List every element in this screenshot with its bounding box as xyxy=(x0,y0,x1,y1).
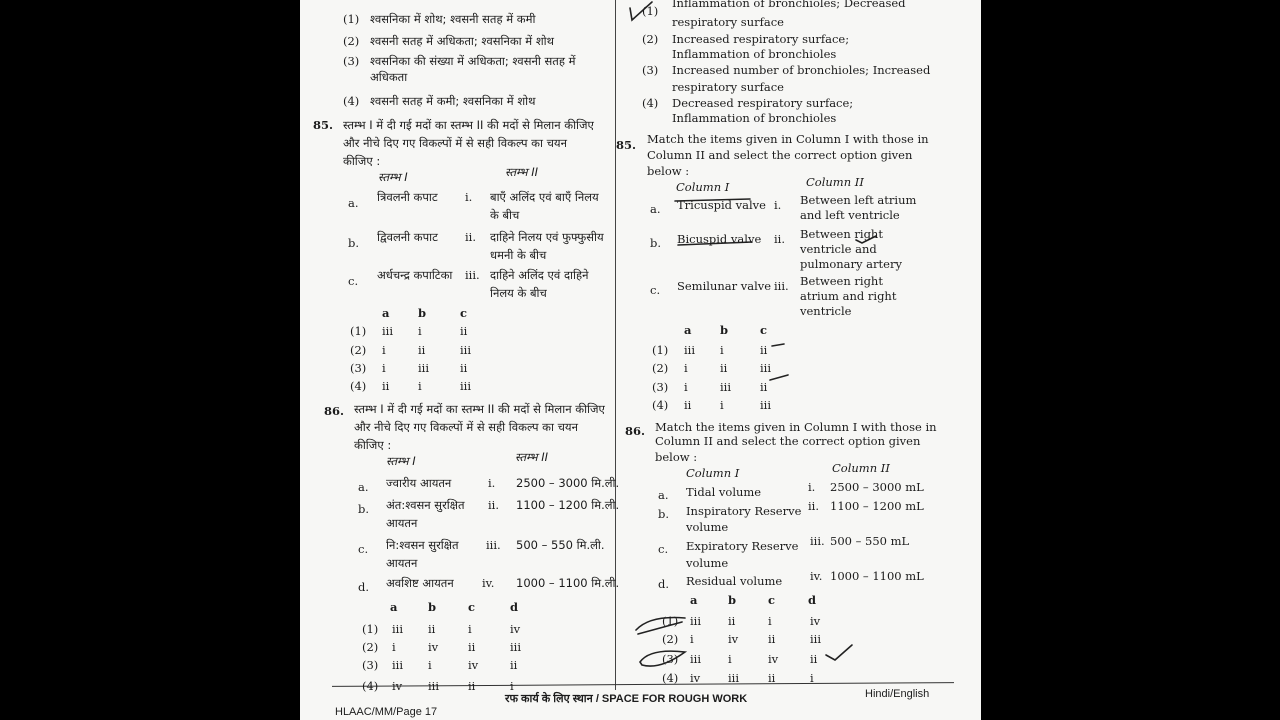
option-number: (2) xyxy=(642,32,659,46)
option-number: (3) xyxy=(343,54,360,68)
answer-option: ii xyxy=(728,614,736,628)
answer-option: i xyxy=(728,652,732,666)
answer-option: ii xyxy=(460,324,468,338)
answer-option: iii xyxy=(510,640,522,654)
item-text: Expiratory Reserve xyxy=(686,539,799,553)
answer-option: (1) xyxy=(362,622,379,636)
answer-option: iii xyxy=(418,361,430,375)
item-text: नि:श्वसन सुरक्षित xyxy=(386,538,459,552)
item-key: b. xyxy=(650,236,662,250)
option-number: (1) xyxy=(343,12,360,26)
item-key: i. xyxy=(465,190,473,204)
item-key: iii. xyxy=(465,268,480,282)
option-number: (1) xyxy=(642,4,659,18)
option-text: श्वसनिका में शोथ; श्वसनी सतह में कमी xyxy=(370,12,536,26)
item-text: त्रिवलनी कपाट xyxy=(377,190,438,204)
option-text: Inflammation of bronchioles xyxy=(672,47,837,61)
answer-option: iii xyxy=(720,380,732,394)
answer-option: ii xyxy=(418,343,426,357)
answer-option: ii xyxy=(768,632,776,646)
item-key: c. xyxy=(658,542,669,556)
answer-option: iv xyxy=(392,679,403,693)
item-text: Tricuspid valve xyxy=(677,198,766,212)
column-header: स्तम्भ II xyxy=(505,165,539,179)
item-key: d. xyxy=(358,580,370,594)
item-key: a. xyxy=(650,202,661,216)
answer-option: (3) xyxy=(662,652,679,666)
question-text: स्तम्भ I में दी गई मदों का स्तम्भ II की मदों से मिलान कीजिए xyxy=(354,402,605,416)
answer-option: (3) xyxy=(652,380,669,394)
answer-option: i xyxy=(810,671,814,685)
item-key: i. xyxy=(808,480,816,494)
item-text: Between left atrium xyxy=(800,193,917,207)
item-text: अर्धचन्द्र कपाटिका xyxy=(377,268,453,282)
item-text: अंत:श्वसन सुरक्षित xyxy=(386,498,465,512)
answer-header: b xyxy=(418,306,427,320)
question-number: 86. xyxy=(625,424,646,438)
item-text: Between right xyxy=(800,274,883,288)
answer-option: ii xyxy=(468,640,476,654)
answer-option: (2) xyxy=(662,632,679,646)
answer-option: ii xyxy=(684,398,692,412)
answer-option: i xyxy=(720,343,724,357)
language-label: Hindi/English xyxy=(865,688,930,700)
item-text: 500 – 550 mL xyxy=(830,534,910,548)
answer-header: b xyxy=(728,593,737,607)
answer-header: b xyxy=(720,323,729,337)
answer-option: iii xyxy=(684,343,696,357)
answer-option: (3) xyxy=(362,658,379,672)
item-text: ventricle xyxy=(800,304,852,318)
answer-header: c xyxy=(768,593,776,607)
answer-option: ii xyxy=(720,361,728,375)
column-header: स्तम्भ II xyxy=(515,450,549,464)
item-text: atrium and right xyxy=(800,289,897,303)
item-text: 2500 – 3000 मि.ली. xyxy=(516,476,620,490)
item-text: ज्वारीय आयतन xyxy=(386,476,452,490)
item-text: 500 – 550 मि.ली. xyxy=(516,538,605,552)
option-text: Inflammation of bronchioles; Decreased xyxy=(672,0,906,10)
question-text: below : xyxy=(655,450,698,464)
item-key: iii. xyxy=(810,534,825,548)
answer-option: ii xyxy=(510,658,518,672)
answer-option: iv xyxy=(468,658,479,672)
item-text: दाहिने अलिंद एवं दाहिने xyxy=(490,268,589,282)
answer-option: iv xyxy=(810,614,821,628)
answer-option: i xyxy=(684,361,688,375)
answer-option: iii xyxy=(392,658,404,672)
answer-option: i xyxy=(684,380,688,394)
answer-option: ii xyxy=(768,671,776,685)
item-text: निलय के बीच xyxy=(490,286,547,300)
item-text: Tidal volume xyxy=(686,485,762,499)
item-key: ii. xyxy=(774,232,786,246)
item-key: a. xyxy=(348,196,359,210)
question-text: स्तम्भ I में दी गई मदों का स्तम्भ II की मदों से मिलान कीजिए xyxy=(343,118,594,132)
exam-page xyxy=(300,0,981,720)
column-header: Column I xyxy=(676,180,730,194)
question-text: Column II and select the correct option given xyxy=(655,434,921,448)
item-text: 1100 – 1200 मि.ली. xyxy=(516,498,620,512)
question-text: कीजिए : xyxy=(343,154,381,168)
item-text: 1100 – 1200 mL xyxy=(830,499,924,513)
answer-option: iii xyxy=(690,652,702,666)
option-number: (4) xyxy=(343,94,360,108)
answer-option: (2) xyxy=(652,361,669,375)
item-key: iv. xyxy=(482,576,495,590)
option-text: श्वसनिका की संख्या में अधिकता; श्वसनी सतह में xyxy=(370,54,576,68)
column-header: Column I xyxy=(686,466,740,480)
tick-mark-icon xyxy=(826,645,852,660)
column-header: Column II xyxy=(806,175,864,189)
answer-option: i xyxy=(418,379,422,393)
answer-option: i xyxy=(468,622,472,636)
option-text: Increased respiratory surface; xyxy=(672,32,850,46)
answer-option: iii xyxy=(392,622,404,636)
answer-option: (2) xyxy=(350,343,367,357)
answer-option: (2) xyxy=(362,640,379,654)
item-text: बाएँ अलिंद एवं बाएँ निलय xyxy=(490,190,599,204)
answer-option: (4) xyxy=(362,679,379,693)
item-key: i. xyxy=(488,476,496,490)
answer-header: a xyxy=(684,323,692,337)
question-text: और नीचे दिए गए विकल्पों में से सही विकल्प का चयन xyxy=(343,136,567,150)
column-header: स्तम्भ I xyxy=(386,454,416,468)
item-key: iii. xyxy=(774,279,789,293)
item-key: ii. xyxy=(488,498,500,512)
answer-option: i xyxy=(392,640,396,654)
column-header: स्तम्भ I xyxy=(378,170,408,184)
option-text: Inflammation of bronchioles xyxy=(672,111,837,125)
item-key: ii. xyxy=(808,499,820,513)
answer-option: iv xyxy=(510,622,521,636)
item-key: i. xyxy=(774,198,782,212)
option-text: respiratory surface xyxy=(672,15,784,29)
item-key: d. xyxy=(658,577,670,591)
item-key: b. xyxy=(658,507,670,521)
answer-option: iv xyxy=(690,671,701,685)
rough-work-label: रफ कार्य के लिए स्थान / SPACE FOR ROUGH WORK xyxy=(505,693,748,705)
item-text: 1000 – 1100 मि.ली. xyxy=(516,576,620,590)
answer-option: ii xyxy=(468,679,476,693)
answer-option: ii xyxy=(810,652,818,666)
answer-option: (3) xyxy=(350,361,367,375)
item-text: Residual volume xyxy=(686,574,783,588)
answer-option: i xyxy=(428,658,432,672)
answer-option: ii xyxy=(428,622,436,636)
item-key: iii. xyxy=(486,538,501,552)
tick-mark-icon xyxy=(770,375,788,380)
answer-option: i xyxy=(768,614,772,628)
item-key: c. xyxy=(358,542,369,556)
answer-header: c xyxy=(760,323,768,337)
tick-mark-icon xyxy=(772,344,784,346)
answer-option: (4) xyxy=(662,671,679,685)
answer-option: ii xyxy=(760,343,768,357)
answer-option: (1) xyxy=(662,614,679,628)
item-text: Inspiratory Reserve xyxy=(686,504,802,518)
answer-option: ii xyxy=(760,380,768,394)
answer-option: i xyxy=(690,632,694,646)
answer-option: i xyxy=(720,398,724,412)
answer-option: ii xyxy=(382,379,390,393)
item-key: ii. xyxy=(465,230,477,244)
option-number: (4) xyxy=(642,96,659,110)
item-text: के बीच xyxy=(490,208,520,222)
item-key: b. xyxy=(358,502,370,516)
option-number: (3) xyxy=(642,63,659,77)
option-text: अधिकता xyxy=(370,70,408,84)
item-text: volume xyxy=(686,556,729,570)
answer-header: a xyxy=(690,593,698,607)
answer-option: i xyxy=(418,324,422,338)
option-text: respiratory surface xyxy=(672,80,784,94)
answer-option: (1) xyxy=(350,324,367,338)
answer-option: iii xyxy=(728,671,740,685)
answer-option: (1) xyxy=(652,343,669,357)
item-key: c. xyxy=(650,283,661,297)
answer-option: iii xyxy=(760,361,772,375)
answer-option: iii xyxy=(460,379,472,393)
item-key: a. xyxy=(658,488,669,502)
item-text: Between right xyxy=(800,227,883,241)
answer-option: iii xyxy=(382,324,394,338)
answer-header: c xyxy=(460,306,468,320)
answer-header: c xyxy=(468,600,476,614)
answer-option: i xyxy=(510,679,514,693)
answer-header: a xyxy=(382,306,390,320)
item-text: धमनी के बीच xyxy=(490,248,547,262)
question-number: 85. xyxy=(313,118,334,132)
answer-option: i xyxy=(382,343,386,357)
option-text: श्वसनी सतह में कमी; श्वसनिका में शोथ xyxy=(370,94,536,108)
option-text: Increased number of bronchioles; Increased xyxy=(672,63,931,77)
item-text: pulmonary artery xyxy=(800,257,902,271)
item-text: ventricle and xyxy=(800,242,877,256)
option-text: श्वसनी सतह में अधिकता; श्वसनिका में शोथ xyxy=(370,34,554,48)
answer-option: iv xyxy=(428,640,439,654)
answer-option: iii xyxy=(810,632,822,646)
answer-option: i xyxy=(382,361,386,375)
answer-option: (4) xyxy=(652,398,669,412)
item-key: iv. xyxy=(810,569,823,583)
page-code: HLAAC/MM/Page 17 xyxy=(335,706,438,718)
item-key: b. xyxy=(348,236,360,250)
answer-option: iii xyxy=(428,679,440,693)
answer-option: ii xyxy=(460,361,468,375)
answer-option: iii xyxy=(690,614,702,628)
question-text: Match the items given in Column I with those in xyxy=(647,132,929,146)
item-text: आयतन xyxy=(386,516,418,530)
item-text: 1000 – 1100 mL xyxy=(830,569,924,583)
item-key: c. xyxy=(348,274,359,288)
question-text: Column II and select the correct option given xyxy=(647,148,913,162)
answer-option: (4) xyxy=(350,379,367,393)
item-text: and left ventricle xyxy=(800,208,900,222)
answer-header: a xyxy=(390,600,398,614)
item-text: आयतन xyxy=(386,556,418,570)
option-text: Decreased respiratory surface; xyxy=(672,96,854,110)
handwritten-marks xyxy=(300,0,981,720)
answer-header: d xyxy=(808,593,817,607)
item-text: Bicuspid valve xyxy=(677,232,762,246)
question-text: और नीचे दिए गए विकल्पों में से सही विकल्प का चयन xyxy=(354,420,578,434)
item-text: 2500 – 3000 mL xyxy=(830,480,924,494)
item-text: अवशिष्ट आयतन xyxy=(386,576,454,590)
item-text: द्विवलनी कपाट xyxy=(377,230,438,244)
question-text: below : xyxy=(647,164,690,178)
question-text: Match the items given in Column I with those in xyxy=(655,420,937,434)
column-header: Column II xyxy=(832,461,890,475)
item-key: a. xyxy=(358,480,369,494)
answer-option: iv xyxy=(768,652,779,666)
item-text: volume xyxy=(686,520,729,534)
question-text: कीजिए : xyxy=(354,438,392,452)
item-text: दाहिने निलय एवं फुफ्फुसीय xyxy=(490,230,604,244)
option-number: (2) xyxy=(343,34,360,48)
answer-option: iii xyxy=(460,343,472,357)
answer-header: b xyxy=(428,600,437,614)
question-number: 86. xyxy=(324,404,345,418)
answer-option: iv xyxy=(728,632,739,646)
answer-option: iii xyxy=(760,398,772,412)
answer-header: d xyxy=(510,600,519,614)
question-number: 85. xyxy=(616,138,637,152)
item-text: Semilunar valve xyxy=(677,279,772,293)
